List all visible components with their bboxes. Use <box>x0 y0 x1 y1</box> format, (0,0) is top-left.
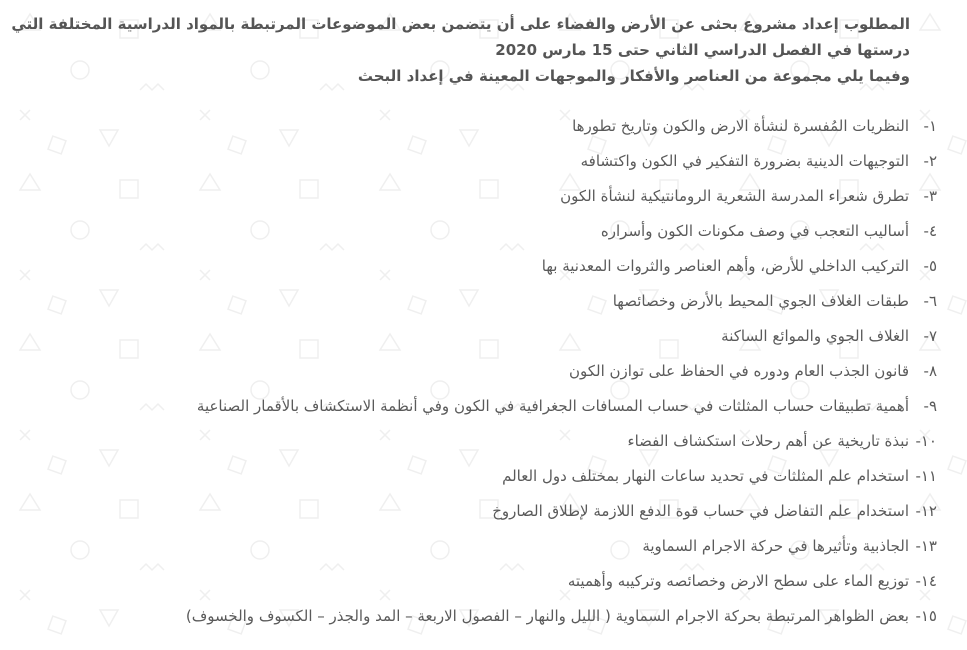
list-item <box>37 569 937 604</box>
list-item-number: ٤- <box>923 222 937 240</box>
list-item <box>37 219 937 254</box>
list-item-text: التوجيهات الدينية بضرورة التفكير في الكون واكتشافه <box>580 152 909 170</box>
list-item <box>37 359 937 394</box>
list-item-number: ١- <box>923 117 937 135</box>
list-item-text: بعض الظواهر المرتبطة بحركة الاجرام السماوية ( الليل والنهار – الفصول الاربعة – المد والجذر – الكسوف والخسوف) <box>185 607 909 625</box>
list-item-text: أهمية تطبيقات حساب المثلثات في حساب المسافات الجغرافية في الكون وفي أنظمة الاستكشاف بالأقمار الصناعية <box>196 397 909 415</box>
list-item <box>37 289 937 324</box>
list-item-text: النظريات المُفسرة لنشأة الارض والكون وتاريخ تطورها <box>572 117 909 135</box>
list-item-text: طبقات الغلاف الجوي المحيط بالأرض وخصائصها <box>612 292 909 310</box>
list-item-text: تطرق شعراء المدرسة الشعرية الرومانتيكية لنشأة الكون <box>560 187 909 205</box>
intro-line: درستها في الفصل الدراسي الثاني حتى 15 مارس 2020 <box>495 41 910 59</box>
list-item <box>37 394 937 429</box>
list-item <box>37 604 937 639</box>
list-item-text: التركيب الداخلي للأرض، وأهم العناصر والثروات المعدنية بها <box>541 257 909 275</box>
list-item <box>37 534 937 569</box>
intro-line: المطلوب إعداد مشروع بحثى عن الأرض والفضاء على أن يتضمن بعض الموضوعات المرتبطة بالمواد الدراسية المختلفة التي <box>11 15 910 33</box>
list-item-text: استخدام علم المثلثات في تحديد ساعات النهار بمختلف دول العالم <box>502 467 909 485</box>
list-item <box>37 324 937 359</box>
list-item-number: ١٤- <box>915 572 937 590</box>
list-item-number: ٢- <box>923 152 937 170</box>
list-item-number: ٨- <box>923 362 937 380</box>
list-item-text: نبذة تاريخية عن أهم رحلات استكشاف الفضاء <box>627 432 909 450</box>
list-item-number: ١٠- <box>915 432 937 450</box>
list-item <box>37 464 937 499</box>
list-item-text: استخدام علم التفاضل في حساب قوة الدفع اللازمة لإطلاق الصاروخ <box>492 502 909 520</box>
list-item <box>37 254 937 289</box>
list-item-text: توزيع الماء على سطح الارض وخصائصه وتركيبه وأهميته <box>567 572 909 590</box>
list-item-number: ٩- <box>923 397 937 415</box>
list-item <box>37 114 937 149</box>
list-item-text: الغلاف الجوي والموائع الساكنة <box>721 327 909 345</box>
list-item-number: ٥- <box>923 257 937 275</box>
list-item <box>37 499 937 534</box>
list-item <box>37 429 937 464</box>
list-item-number: ٦- <box>923 292 937 310</box>
list-item-text: أساليب التعجب في وصف مكونات الكون وأسراره <box>600 222 909 240</box>
list-item <box>37 184 937 219</box>
list-item-text: الجاذبية وتأثيرها في حركة الاجرام السماوية <box>642 537 909 555</box>
list-item-text: قانون الجذب العام ودوره في الحفاظ على توازن الكون <box>568 362 909 380</box>
intro-line: وفيما يلي مجموعة من العناصر والأفكار والموجهات المعينة في إعداد البحث <box>357 67 910 85</box>
list-item-number: ١٢- <box>915 502 937 520</box>
list-item-number: ١٣- <box>915 537 937 555</box>
list-item-number: ١٥- <box>915 607 937 625</box>
intro-block <box>10 11 910 89</box>
topics-list <box>37 114 937 639</box>
list-item-number: ٣- <box>923 187 937 205</box>
list-item-number: ٧- <box>923 327 937 345</box>
list-item-number: ١١- <box>915 467 937 485</box>
list-item <box>37 149 937 184</box>
